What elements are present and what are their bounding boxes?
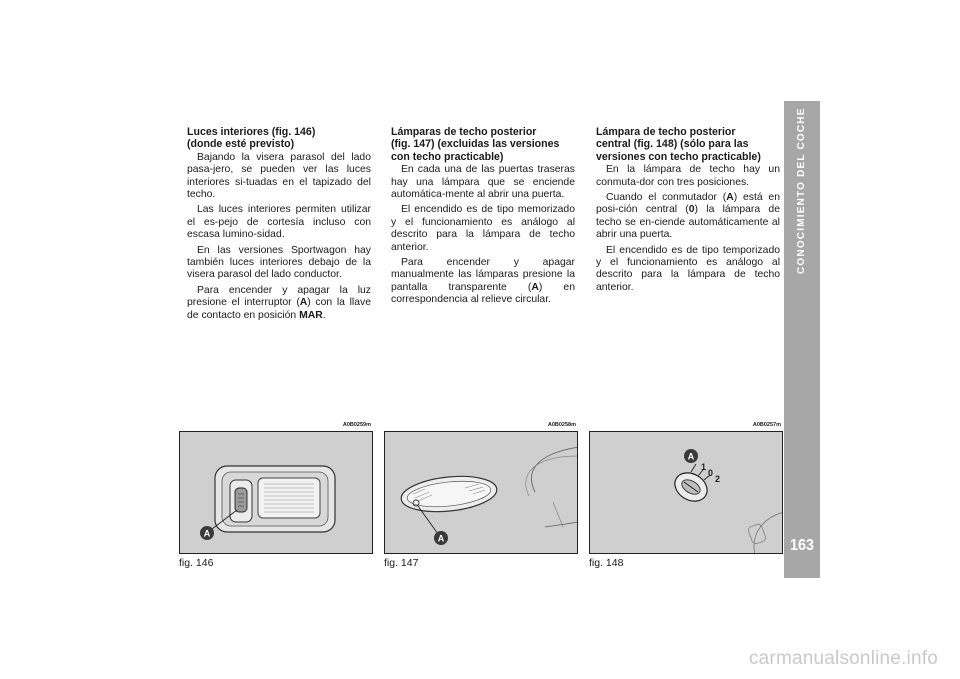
key-0: 0	[688, 204, 695, 216]
figure-147	[384, 420, 578, 569]
paragraph: Bajando la visera parasol del lado pasa-jero, se pueden ver las luces interiores si-tuadas en el tapizado del techo.	[187, 151, 371, 201]
position-2-label: 2	[715, 474, 721, 484]
section-title: CONOCIMIENTO DEL COCHE	[796, 107, 807, 274]
column-luces-interiores	[187, 126, 371, 325]
figure-caption: fig. 148	[589, 557, 624, 569]
paragraph: Cuando el conmutador (A) está en posi-ción central (0) la lámpara de techo se en-ciende automáticamente al abrir una puerta.	[596, 192, 780, 241]
figure-146	[179, 420, 373, 569]
label-a: A	[437, 533, 445, 544]
figure-code: A0B0257m	[752, 422, 781, 428]
paragraph: En la lámpara de techo hay un conmuta-dor con tres posiciones.	[596, 164, 780, 188]
section-sidebar	[784, 101, 820, 578]
figure-code: A0B0258m	[547, 422, 576, 428]
paragraph: Para encender y apagar manualmente las lámparas presione la pantalla transparente (A) en correspondencia al relieve circular.	[391, 257, 575, 306]
figure-code: A0B0259m	[342, 422, 371, 428]
page-number: 163	[789, 537, 815, 554]
figure-illustration	[589, 431, 783, 554]
paragraph: Para encender y apagar la luz presione el interruptor (A) con la llave de contacto en posición MAR.	[187, 284, 371, 321]
paragraph: El encendido es de tipo temporizado y el funcionamiento es análogo al descrito para la lámpara de techo anterior.	[596, 244, 780, 293]
central-lamp-switch-illustration	[590, 432, 783, 554]
door-lamp-illustration	[385, 432, 578, 554]
column-lamparas-posterior	[391, 126, 575, 310]
column-lampara-central	[596, 126, 780, 297]
position-1-label: 1	[701, 462, 707, 472]
label-a: A	[203, 528, 211, 539]
paragraph: Las luces interiores permiten utilizar el es-pejo de cortesía incluso con escasa lumino-sidad.	[187, 204, 371, 241]
figure-caption: fig. 146	[179, 557, 214, 569]
heading-lampara-central: Lámpara de techo posterior central (fig. 148) (sólo para las versiones con techo practicable)	[596, 126, 761, 163]
key-a: A	[726, 192, 734, 204]
label-a: A	[687, 451, 695, 462]
paragraph: En las versiones Sportwagon hay también luces interiores debajo de la visera parasol del lado conductor.	[187, 244, 371, 281]
vanity-light-illustration	[180, 432, 373, 554]
paragraph: El encendido es de tipo memorizado y el funcionamiento es análogo al descrito para la lámpara de techo anterior.	[391, 204, 575, 253]
key-a: A	[531, 281, 539, 293]
figure-illustration	[179, 431, 373, 554]
heading-lamparas-posterior: Lámparas de techo posterior (fig. 147) (excluidas las versiones con techo practicable)	[391, 126, 560, 163]
figure-148	[589, 420, 783, 569]
position-0-label: 0	[708, 468, 714, 478]
paragraph: En cada una de las puertas traseras hay una lámpara que se enciende automática-mente al abrir una puerta.	[391, 164, 575, 201]
key-mar: MAR	[299, 309, 323, 321]
figure-illustration	[384, 431, 578, 554]
figure-caption: fig. 147	[384, 557, 419, 569]
watermark: carmanualsonline.info	[748, 648, 938, 669]
key-a: A	[299, 297, 308, 309]
heading-luces-interiores: Luces interiores (fig. 146) (donde esté previsto)	[187, 126, 316, 151]
